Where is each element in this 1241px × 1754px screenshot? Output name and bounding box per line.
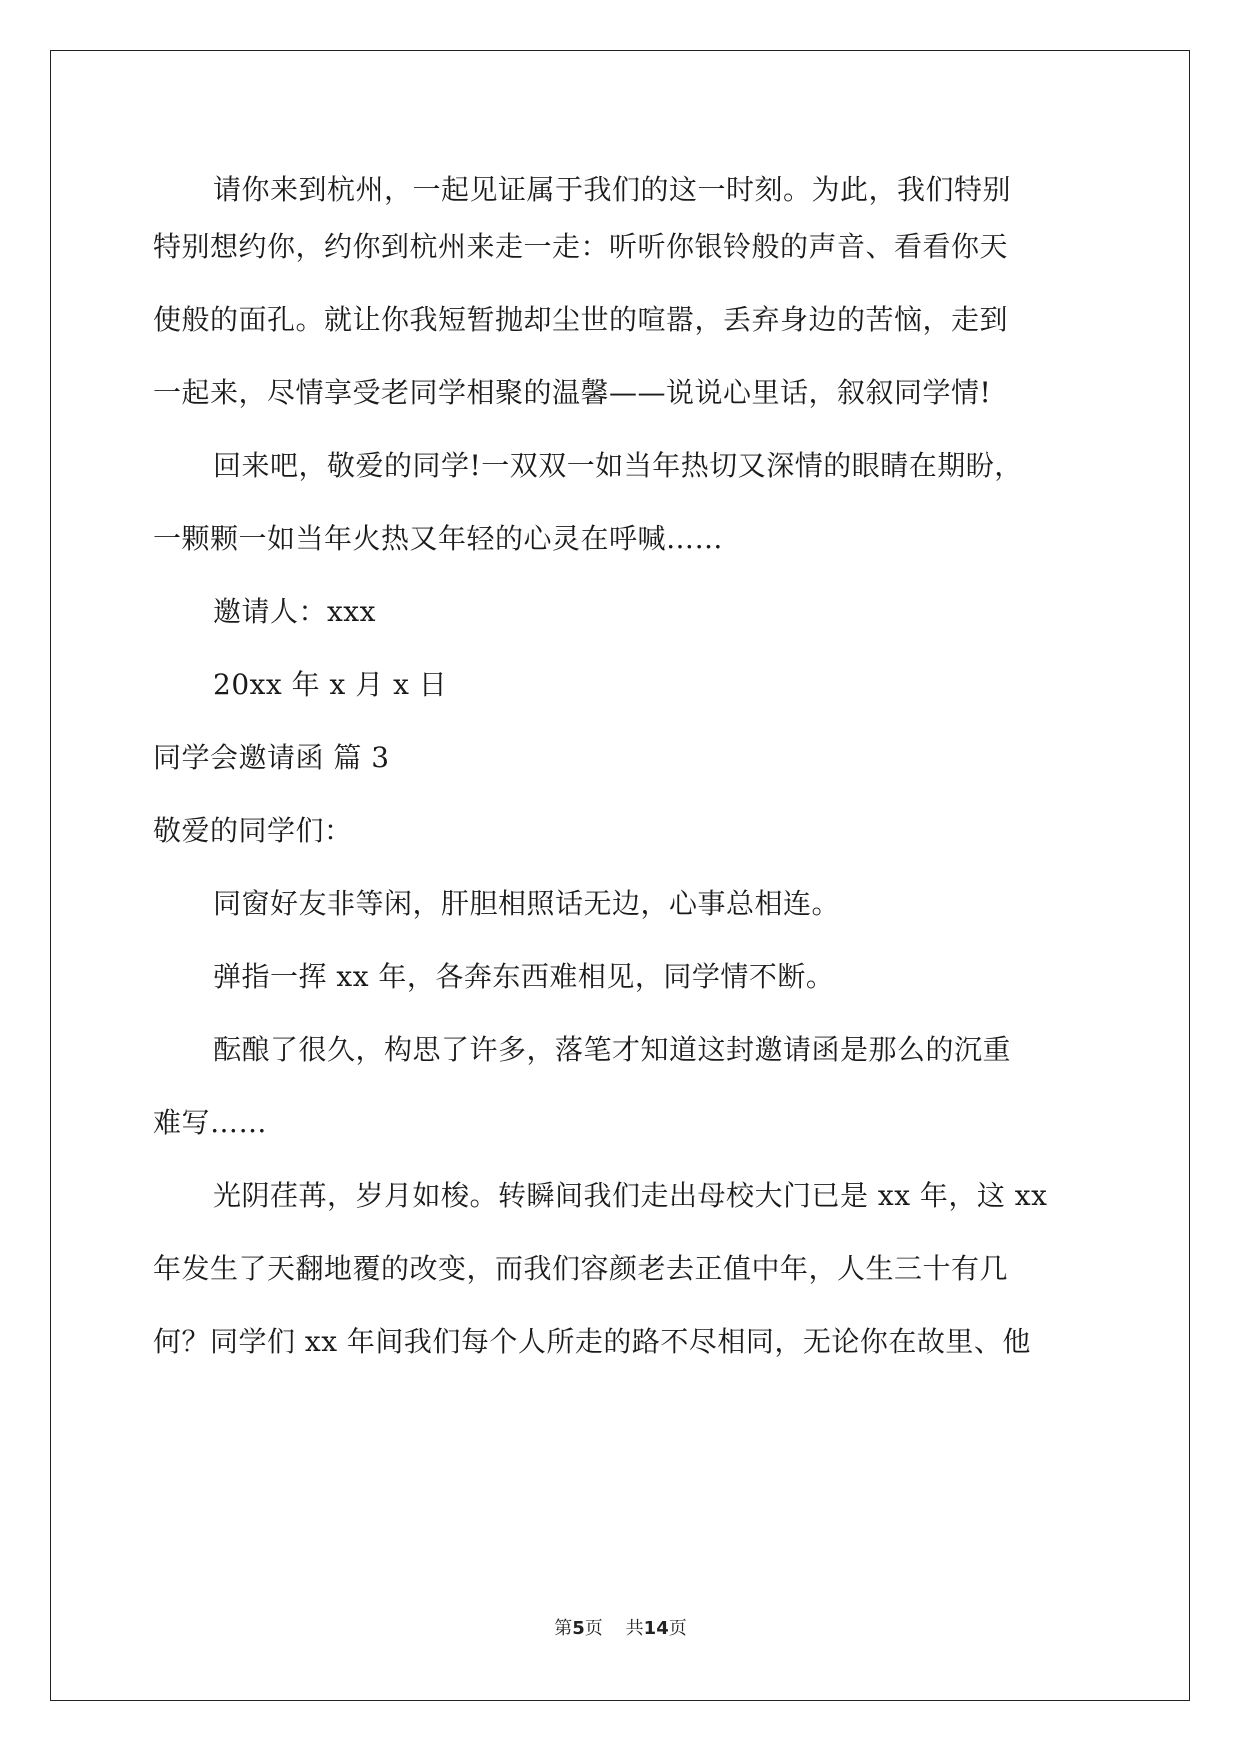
page-prefix: 第	[554, 1618, 573, 1639]
text-line: 回来吧，敬爱的同学!一双双一如当年热切又深情的眼睛在期盼，	[213, 449, 1023, 482]
text-line: 特别想约你，约你到杭州来走一走：听听你银铃般的声音、看看你天	[153, 230, 1009, 263]
date-line: 20xx 年 x 月 x 日	[213, 668, 448, 701]
text-line: 年发生了天翻地覆的改变，而我们容颜老去正值中年，人生三十有几	[153, 1252, 1009, 1285]
text-line: 难写……	[153, 1106, 268, 1139]
text-line: 弹指一挥 xx 年，各奔东西难相见，同学情不断。	[213, 960, 835, 993]
page-footer	[0, 1617, 1241, 1641]
total-prefix: 共	[625, 1618, 644, 1639]
text-line: 酝酿了很久，构思了许多，落笔才知道这封邀请函是那么的沉重	[213, 1033, 1012, 1066]
page-suffix: 页	[584, 1618, 603, 1639]
text-line: 何？同学们 xx 年间我们每个人所走的路不尽相同，无论你在故里、他	[153, 1325, 1031, 1358]
page-current: 5	[572, 1618, 585, 1639]
salutation: 敬爱的同学们：	[153, 814, 353, 847]
section-heading: 同学会邀请函 篇 3	[153, 741, 390, 774]
text-line: 光阴荏苒，岁月如梭。转瞬间我们走出母校大门已是 xx 年，这 xx	[213, 1179, 1048, 1212]
inviter-line: 邀请人：xxx	[213, 595, 376, 628]
text-line: 一起来，尽情享受老同学相聚的温馨——说说心里话，叙叙同学情!	[153, 376, 992, 409]
text-line: 请你来到杭州，一起见证属于我们的这一时刻。为此，我们特别	[213, 173, 1012, 206]
page-border	[50, 50, 1190, 1701]
page-total: 14	[643, 1618, 669, 1639]
text-line: 使般的面孔。就让你我短暂抛却尘世的喧嚣，丢弃身边的苦恼，走到	[153, 303, 1009, 336]
total-suffix: 页	[668, 1618, 687, 1639]
text-line: 一颗颗一如当年火热又年轻的心灵在呼喊……	[153, 522, 724, 555]
text-line: 同窗好友非等闲，肝胆相照话无边，心事总相连。	[213, 887, 841, 920]
